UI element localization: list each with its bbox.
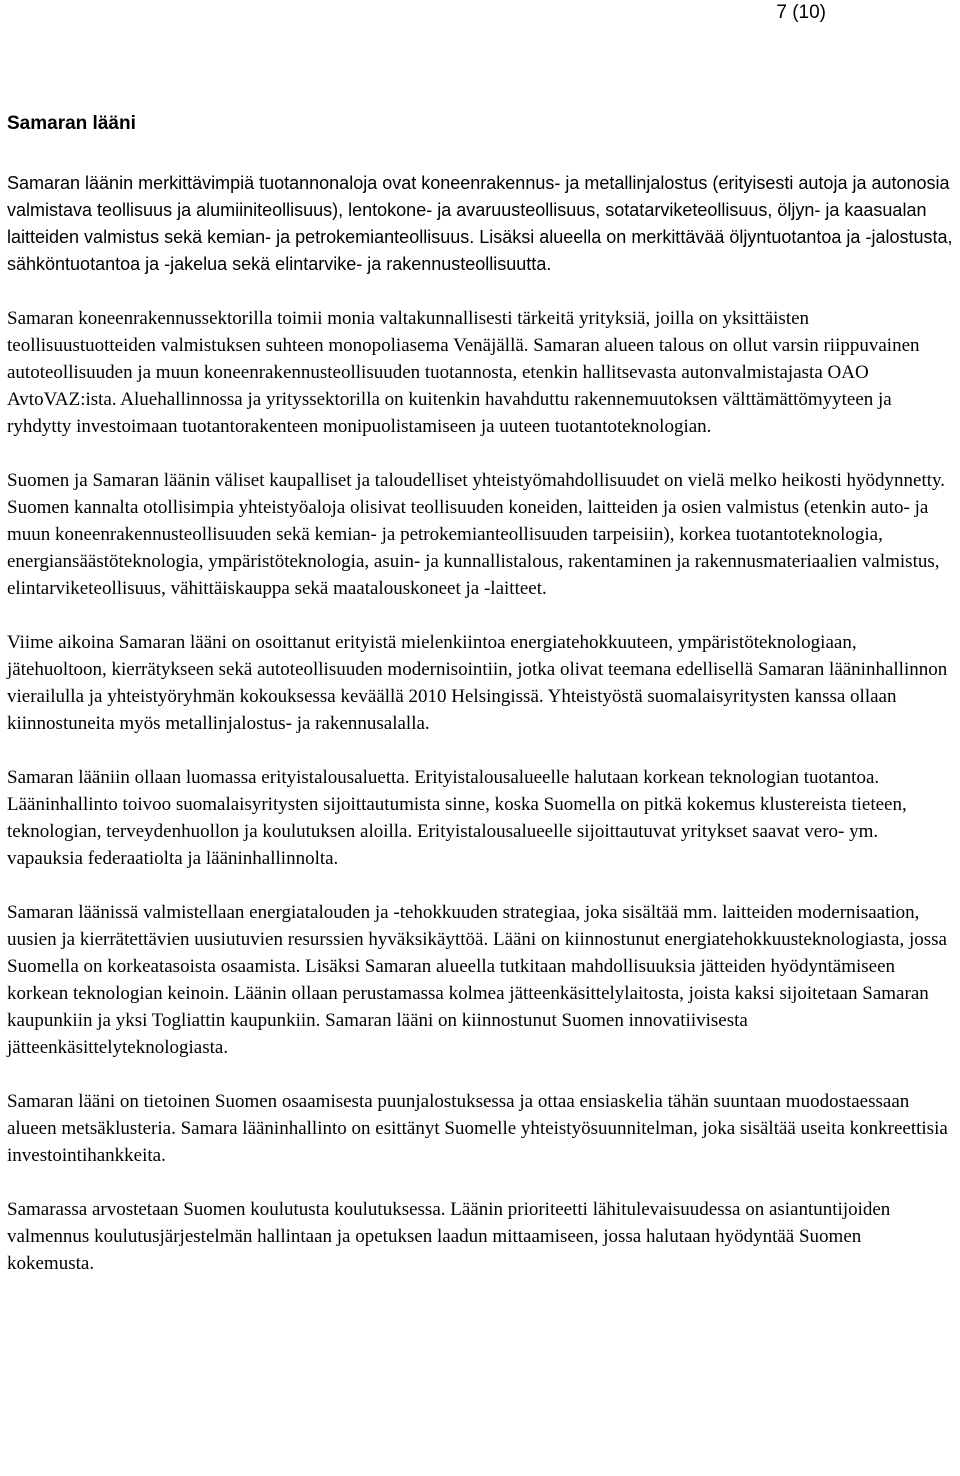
paragraph-energy-strategy: Samaran läänissä valmistellaan energiatalouden ja -tehokkuuden strategiaa, joka sisältää mm. laitteiden modernisaation, uusien ja kierrätettävien uusiutuvien resurssien hyväksikäyttöä. Lääni on kiinnostunut energiatehokkuusteknologiasta, jossa Suomella on korkeatasoista osaamista. Lisäksi Samaran alueella tutkitaan mahdollisuuksia jätteiden hyödyntämiseen korkean teknologian keinoin. Läänin ollaan perustamassa kolmea jätteenkäsittelylaitosta, joista kaksi sijoitetaan Samaran kaupunkiin ja yksi Togliattin kaupunkiin. Samaran lääni on kiinnostunut Suomen innovatiivisesta jätteenkäsittelyteknologiasta. bbox=[7, 902, 947, 1058]
section-heading: Samaran lääni bbox=[7, 113, 136, 134]
paragraph-education: Samarassa arvostetaan Suomen koulutusta koulutuksessa. Läänin prioriteetti lähitulevaisuudessa on asiantuntijoiden valmennus koulutusjärjestelmän hallintaan ja opetuksen laadun mittaamiseen, jossa halutaan hyödyntää Suomen kokemusta. bbox=[7, 1199, 891, 1274]
paragraph-cooperation: Suomen ja Samaran läänin väliset kaupalliset ja taloudelliset yhteistyömahdollisuudet on vielä melko heikosti hyödynnetty. Suomen kannalta otollisimpia yhteistyöaloja olisivat teollisuuden koneiden, laitteiden ja osien valmistus (etenkin auto- ja muun koneenrakennusteollisuuden sekä kemian- ja petrokemianteollisuuden tarpeisiin), korkea tuotantoteknologia, energiansäästöteknologia, ympäristöteknologia, asuin- ja kunnallistalous, rakentaminen ja rakennusmateriaalien valmistus, elintarviketeollisuus, vähittäiskauppa sekä maatalouskoneet ja -laitteet. bbox=[7, 470, 946, 599]
paragraph-recent-interest: Viime aikoina Samaran lääni on osoittanut erityistä mielenkiintoa energiatehokkuuteen, ympäristöteknologiaan, jätehuoltoon, kierrätykseen sekä autoteollisuuden modernisointiin, jotka olivat teemana edellisellä Samaran lääninhallinnon vierailulla ja yhteistyöryhmän kokouksessa keväällä 2010 Helsingissä. Yhteistyöstä suomalaisyritysten kanssa ollaan kiinnostuneita myös metallinjalostus- ja rakennusalalla. bbox=[7, 632, 948, 734]
paragraph-special-economic-zone: Samaran lääniin ollaan luomassa erityistalousaluetta. Erityistalousalueelle halutaan korkean teknologian tuotantoa. Lääninhallinto toivoo suomalaisyritysten sijoittautumista sinne, koska Suomella on pitkä kokemus klustereista tieteen, teknologian, terveydenhuollon ja koulutuksen aloilla. Erityistalousalueelle sijoittautuvat yritykset saavat vero- ym. vapauksia federaatiolta ja lääninhallinnolta. bbox=[7, 767, 907, 869]
paragraph-industries: Samaran läänin merkittävimpiä tuotannonaloja ovat koneenrakennus- ja metallinjalostus (erityisesti autoja ja autonosia valmistava teollisuus ja alumiiniteollisuus), lentokone- ja avaruusteollisuus, sotatarviketeollisuus, öljyn- ja kaasualan laitteiden valmistus sekä kemian- ja petrokemianteollisuus. Lisäksi alueella on merkittävää öljyntuotantoa ja -jalostusta, sähköntuotantoa ja -jakelua sekä elintarvike- ja rakennusteollisuutta. bbox=[7, 173, 953, 274]
document-body bbox=[7, 113, 953, 1304]
page-number: 7 (10) bbox=[776, 2, 826, 23]
paragraph-forestry: Samaran lääni on tietoinen Suomen osaamisesta puunjalostuksessa ja ottaa ensiaskelia tähän suuntaan muodostaessaan alueen metsäklusteria. Samara lääninhallinto on esittänyt Suomelle yhteistyösuunnitelman, joka sisältää useita konkreettisia investointihankkeita. bbox=[7, 1091, 948, 1166]
paragraph-engineering-sector: Samaran koneenrakennussektorilla toimii monia valtakunnallisesti tärkeitä yrityksiä, joilla on yksittäisten teollisuustuotteiden valmistuksen suhteen monopoliasema Venäjällä. Samaran alueen talous on ollut varsin riippuvainen autoteollisuuden ja muun koneenrakennusteollisuuden tuotannosta, etenkin hallitsevasta autonvalmistajasta OAO AvtoVAZ:ista. Aluehallinnossa ja yrityssektorilla on kuitenkin havahduttu rakennemuutoksen välttämättömyyteen ja ryhdytty investoimaan tuotantorakenteen monipuolistamiseen ja uuteen tuotantoteknologian. bbox=[7, 308, 920, 437]
